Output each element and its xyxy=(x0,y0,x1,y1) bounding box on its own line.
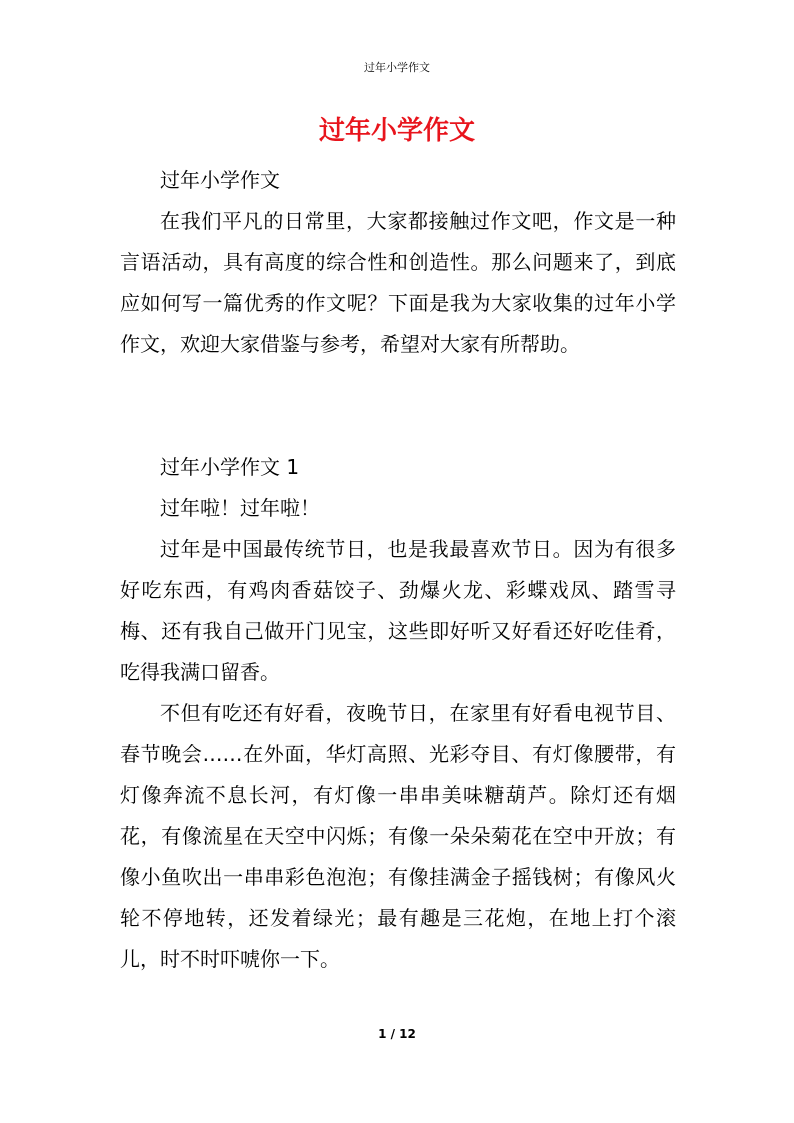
intro-paragraph: 在我们平凡的日常里，大家都接触过作文吧，作文是一种言语活动，具有高度的综合性和创造性。那么问题来了，到底应如何写一篇优秀的作文呢？下面是我为大家收集的过年小学作文，欢迎大家借鉴与参考，希望对大家有所帮助。 xyxy=(120,209,676,356)
intro-heading-paragraph: 过年小学作文 xyxy=(160,168,280,192)
section-heading-paragraph: 过年小学作文 1 xyxy=(160,455,300,479)
body-paragraph-food: 过年是中国最传统节日，也是我最喜欢节日。因为有很多好吃东西，有鸡肉香菇饺子、劲爆火龙、彩蝶戏凤、踏雪寻梅、还有我自己做开门见宝，这些即好听又好看还好吃佳肴，吃得我满口留香。 xyxy=(120,537,676,684)
page-number: 1 / 12 xyxy=(378,1027,416,1041)
document-body xyxy=(120,160,676,980)
running-header: 过年小学作文 xyxy=(364,61,430,74)
paragraph-spacer xyxy=(120,365,676,447)
body-paragraph-lights: 不但有吃还有好看，夜晚节日，在家里有好看电视节目、春节晚会……在外面，华灯高照、光彩夺目、有灯像腰带，有灯像奔流不息长河，有灯像一串串美味糖葫芦。除灯还有烟花，有像流星在天空中闪烁；有像一朵朵菊花在空中开放；有像小鱼吹出一串串彩色泡泡；有像挂满金子摇钱树；有像风火轮不停地转，还发着绿光；最有趣是三花炮，在地上打个滚儿，时不时吓唬你一下。 xyxy=(120,701,676,971)
exclamation-paragraph: 过年啦！过年啦！ xyxy=(160,496,320,520)
document-title: 过年小学作文 xyxy=(318,116,475,146)
